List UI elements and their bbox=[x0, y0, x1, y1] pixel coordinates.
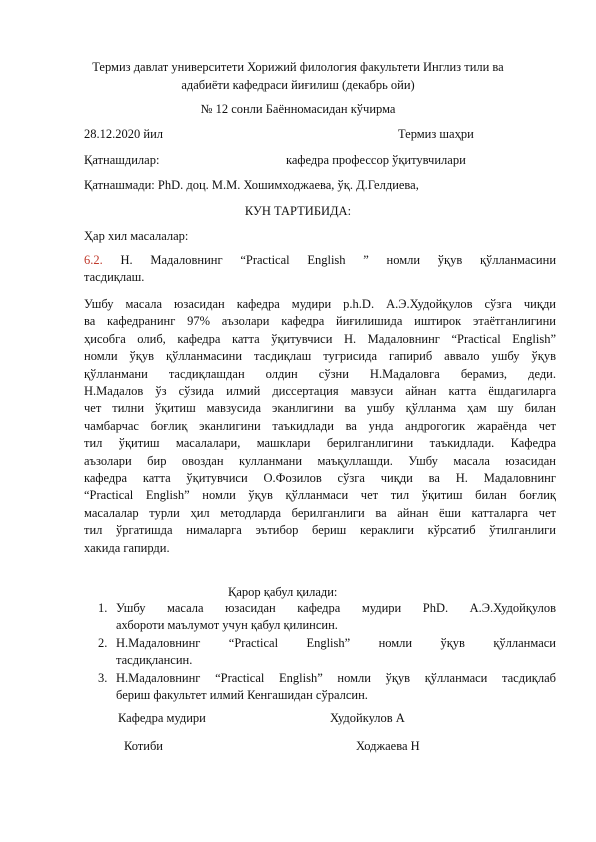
absent-line: Қатнашмади: PhD. доц. М.М. Хошимходжаева, ўқ. Д.Гелдиева, bbox=[84, 178, 419, 192]
head-of-department-role: Кафедра мудири bbox=[118, 711, 206, 725]
agenda-item bbox=[84, 252, 556, 287]
participants-label: Қатнашдилар: bbox=[84, 153, 160, 167]
header-line-1: Термиз давлат университети Хорижий филология факультети Инглиз тили ва bbox=[92, 60, 504, 74]
agenda-item-line-2: тасдиқлаш. bbox=[84, 270, 145, 285]
decision-item: 2. Н.Мадаловнинг “Practical English” номли ўқув қўлланмаси тасдиқлансин. bbox=[98, 635, 556, 668]
misc-issues-label: Ҳар хил масалалар: bbox=[84, 229, 189, 243]
protocol-title: № 12 сонли Баённомасидан кўчирма bbox=[200, 102, 396, 116]
agenda-item-line-1: 6.2. Н. Мадаловнинг “Practical English ” номли ўқув қўлланмасини bbox=[84, 253, 557, 267]
agenda-item-number: 6.2. bbox=[84, 253, 103, 267]
secretary-role: Котиби bbox=[124, 739, 164, 753]
secretary-name: Ходжаева Н bbox=[356, 739, 420, 753]
decision-item: 3. Н.Мадаловнинг “Practical English” номли ўқув қўлланмаси тасдиқлаб бериш факультет илмий Кенгашидан сўралсин. bbox=[98, 670, 556, 703]
decision-list bbox=[84, 600, 556, 704]
decision-title: Қарор қабул қилади: bbox=[228, 585, 338, 599]
participants-value: кафедра профессор ўқитувчилари bbox=[286, 153, 466, 167]
meeting-city: Термиз шаҳри bbox=[398, 127, 474, 141]
meeting-date: 28.12.2020 йил bbox=[84, 127, 163, 141]
discussion-paragraph: Ушбу масала юзасидан кафедра мудири p.h.D. А.Э.Худойқулов сўзга чиқди ва кафедранинг 97% аъзолари кафедра йиғилишида иштирок этаётганлигини ҳисобга олиб, кафедра катта ўқитувчиси Н. Мадаловнинг “Practical English” номли ўқув қўлланмасини тасдиқлаш тугрисида гапириб аввало ушбу ўқув қўлланмани тасдиқлашдан олдин сўзни Н.Мадаловга берамиз, деди. Н.Мадалов ўз сўзида илмий диссертация мавзуси айнан катта ёшдагиларга чет тилни ўқитиш мавзусида эканлигини ва ушбу қўлланма ҳам шу билан чамбарчас боғлиқ эканлигини таъкидлади ва унда андрогогик жараёнда чет тил ўқитиш масалалари, машклари берилганлигини таъкидлади. Кафедра аъзолари бир овоздан кулланмани маъқуллашди. Ушбу масала юзасидан кафедра катта ўқитувчиси О.Фозилов сўзга чиқди ва Н. Мадаловнинг “Practical English” номли ўқув қўлланмаси чет тил ўқитиш билан боғлиқ масалалар турли ҳил методларда берилганлиги ва айнан ёши катталарга чет тил ўргатишда нималарга эътибор бериш кераклиги кўрсатиб ўтилганлиги хакида гапирди. bbox=[84, 297, 556, 555]
header-line-2: адабиёти кафедраси йиғилиш (декабрь ойи) bbox=[181, 78, 415, 92]
agenda-title: КУН ТАРТИБИДА: bbox=[244, 204, 352, 218]
decision-item: 1. Ушбу масала юзасидан кафедра мудири PhD. А.Э.Худойқулов ахбороти маълумот учун қабул қилинсин. bbox=[98, 601, 556, 633]
head-of-department-name: Худойкулов А bbox=[330, 711, 405, 725]
